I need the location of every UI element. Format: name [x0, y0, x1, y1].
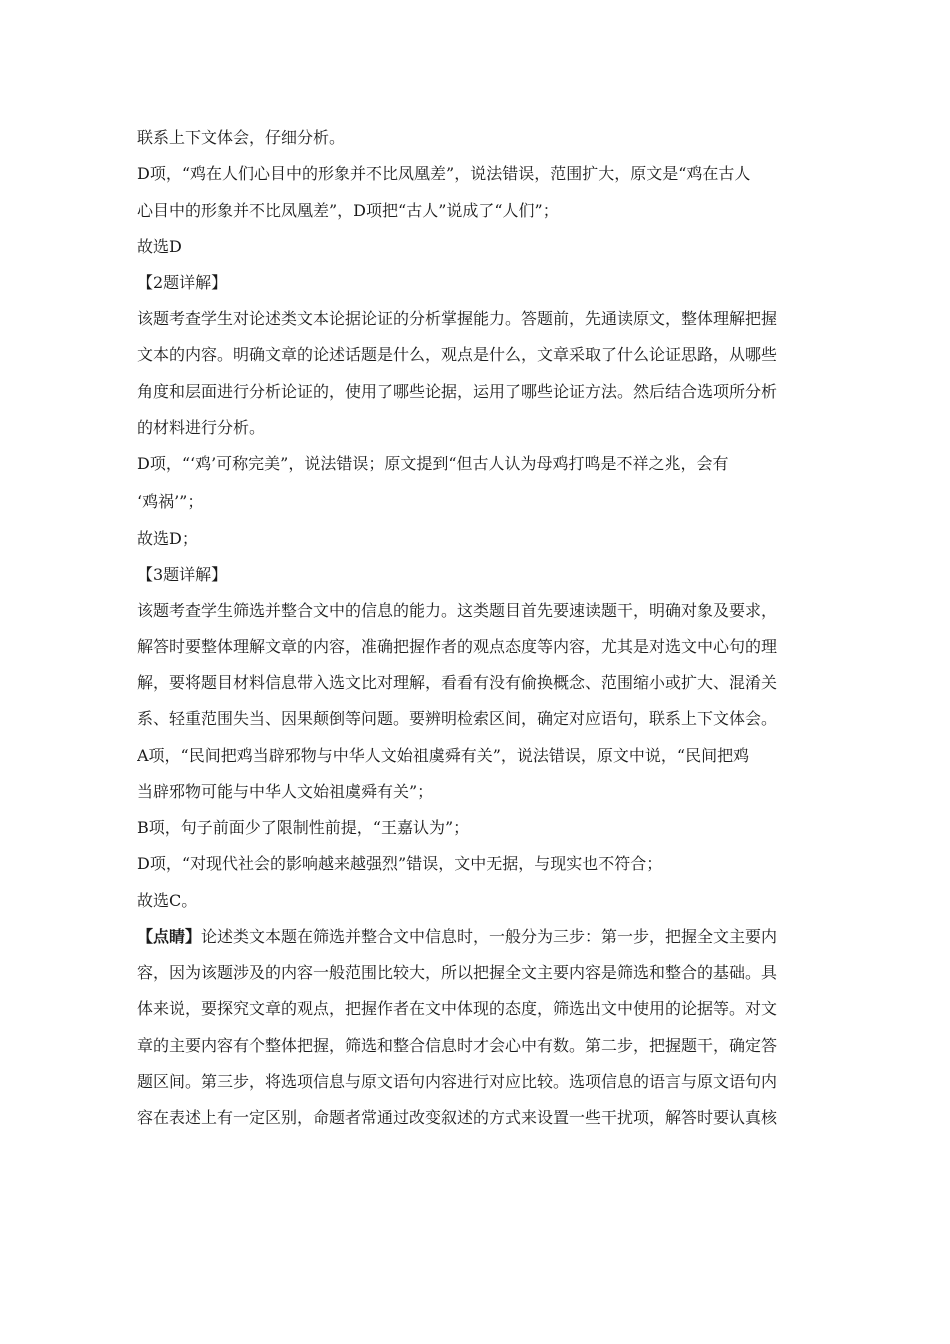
- text-line: A项，“民间把鸡当辟邪物与中华人文始祖虞舜有关”，说法错误，原文中说，“民间把鸡: [137, 746, 750, 765]
- text-line: 故选D；: [137, 529, 198, 548]
- text-line: 容，因为该题涉及的内容一般范围比较大，所以把握全文主要内容是筛选和整合的基础。具: [137, 963, 778, 982]
- text-line: B项，句子前面少了限制性前提，“王嘉认为”；: [137, 818, 470, 837]
- text-line: D项，“对现代社会的影响越来越强烈”错误，文中无据，与现实也不符合；: [137, 854, 663, 873]
- text-line: 故选D: [137, 237, 182, 256]
- text-line: 当辟邪物可能与中华人文始祖虞舜有关”；: [137, 782, 434, 801]
- text-line: 该题考查学生对论述类文本论据论证的分析掌握能力。答题前，先通读原文，整体理解把握: [137, 309, 778, 328]
- note-label: 【点睛】: [137, 927, 202, 946]
- text-line: 解，要将题目材料信息带入选文比对理解，看看有没有偷换概念、范围缩小或扩大、混淆关: [137, 673, 778, 692]
- text-line: [137, 919, 827, 955]
- text-line: 角度和层面进行分析论证的，使用了哪些论据，运用了哪些论证方法。然后结合选项所分析: [137, 382, 778, 401]
- section-heading: 【2题详解】: [137, 273, 228, 292]
- text-line: 故选C。: [137, 891, 198, 910]
- text-line: 题区间。第三步，将选项信息与原文语句内容进行对应比较。选项信息的语言与原文语句内: [137, 1072, 778, 1091]
- text-line: 该题考查学生筛选并整合文中的信息的能力。这类题目首先要速读题干，明确对象及要求，: [137, 601, 778, 620]
- text-line: 体来说，要探究文章的观点，把握作者在文中体现的态度，筛选出文中使用的论据等。对文: [137, 999, 778, 1018]
- section-heading: 【3题详解】: [137, 565, 228, 584]
- text-line: 章的主要内容有个整体把握，筛选和整合信息时才会心中有数。第二步，把握题干，确定答: [137, 1036, 778, 1055]
- text-line: 心目中的形象并不比凤凰差”，D项把“古人”说成了“人们”；: [137, 201, 559, 220]
- text-line: D项，“‘鸡’可称完美”，说法错误；原文提到“但古人认为母鸡打鸣是不祥之兆，会有: [137, 454, 729, 473]
- text-line: 文本的内容。明确文章的论述话题是什么，观点是什么，文章采取了什么论证思路，从哪些: [137, 345, 778, 364]
- text-line: 解答时要整体理解文章的内容，准确把握作者的观点态度等内容，尤其是对选文中心句的理: [137, 637, 778, 656]
- text-line: D项，“鸡在人们心目中的形象并不比凤凰差”，说法错误，范围扩大，原文是“鸡在古人: [137, 164, 751, 183]
- text-line: 系、轻重范围失当、因果颠倒等问题。要辨明检索区间，确定对应语句，联系上下文体会。: [137, 709, 778, 728]
- text-line: 的材料进行分析。: [137, 418, 266, 437]
- text-line: 容在表述上有一定区别，命题者常通过改变叙述的方式来设置一些干扰项，解答时要认真核: [137, 1108, 778, 1127]
- text-line: ‘鸡祸’”；: [137, 492, 204, 511]
- text-line: 联系上下文体会，仔细分析。: [137, 128, 346, 147]
- note-text: 论述类文本题在筛选并整合文中信息时，一般分为三步：第一步，把握全文主要内: [201, 927, 778, 946]
